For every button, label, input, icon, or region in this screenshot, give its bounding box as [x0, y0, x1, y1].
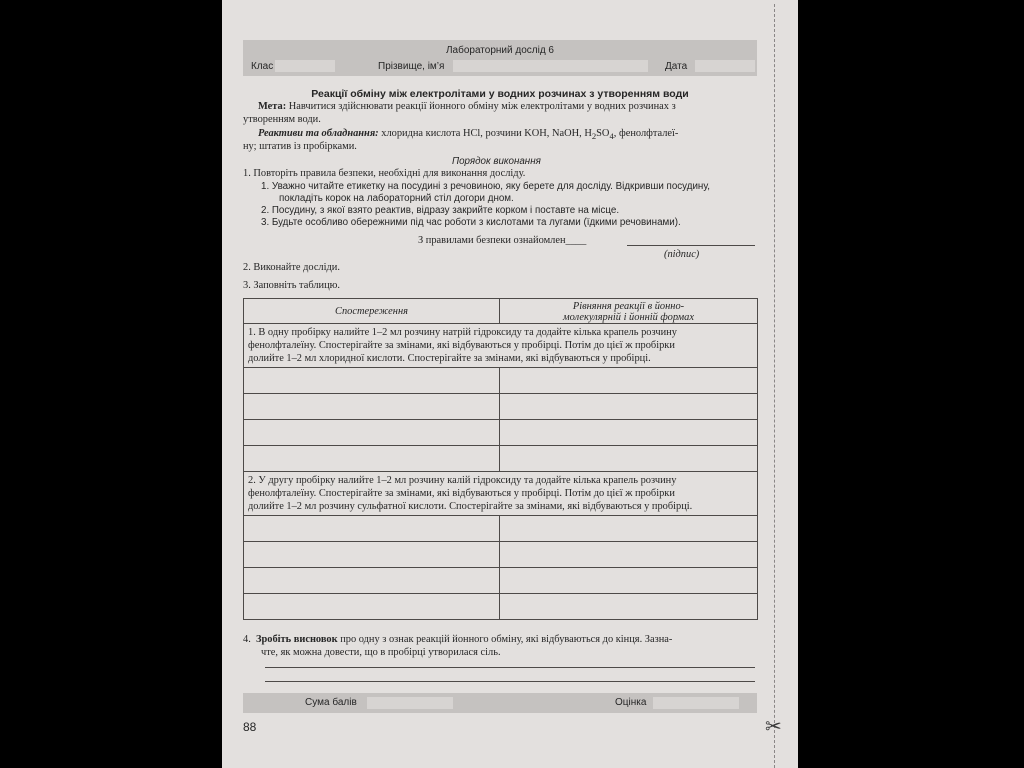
score-label: Сума балів: [305, 697, 357, 708]
class-label: Клас: [251, 61, 274, 72]
grade-field[interactable]: [653, 697, 739, 709]
equation-cell[interactable]: [500, 446, 758, 472]
observation-cell[interactable]: [244, 542, 500, 568]
step-1-3: 3. Будьте особливо обережними під час роботи з кислотами та лугами (їдкими речовинами).: [261, 217, 681, 228]
signature-caption: (підпис): [664, 249, 700, 260]
goal-line-1: Мета: Навчитися здійснювати реакції йонного обміну між електролітами у водних розчинах з: [258, 101, 676, 112]
answer-line[interactable]: [265, 681, 755, 682]
observation-cell[interactable]: [244, 568, 500, 594]
safety-acquainted: З правилами безпеки ознайомлен____: [418, 235, 587, 246]
observation-cell[interactable]: [244, 516, 500, 542]
goal-label: Мета:: [258, 101, 287, 112]
class-field[interactable]: [275, 60, 335, 72]
scissors-icon: ✂: [765, 714, 782, 738]
surname-label: Прізвище, ім’я: [378, 61, 445, 72]
observations-table: [243, 298, 758, 620]
page-number: 88: [243, 720, 257, 734]
step-1-1b: покладіть корок на лабораторний стіл догори дном.: [279, 193, 514, 204]
task-2: 2. У другу пробірку налийте 1–2 мл розчину калій гідроксиду та додайте кілька крапель розчину фенолфталеїну. Спостерігайте за змінами, які відбуваються у пробірці. Потім до цієї ж пробірки долийте 1–2 мл розчину сульфатної кислоти. Спостерігайте за змінами, які відбуваються у пробірці.: [244, 472, 758, 516]
equation-cell[interactable]: [500, 542, 758, 568]
observation-cell[interactable]: [244, 420, 500, 446]
step-1-2: 2. Посудину, з якої взято реактив, відразу закрийте корком і поставте на місце.: [261, 205, 620, 216]
reagents-line-2: ну; штатив із пробірками.: [243, 141, 357, 152]
task-1: 1. В одну пробірку налийте 1–2 мл розчину натрій гідроксиду та додайте кілька крапель розчину фенолфталеїну. Спостерігайте за змінами, які відбуваються у пробірці. Потім до цієї ж пробірки долийте 1–2 мл хлоридної кислоти. Спостерігайте за змінами, які відбуваються у пробірці.: [244, 324, 758, 368]
conclusion-line-2: чте, як можна довести, що в пробірці утворилася сіль.: [261, 647, 501, 658]
date-label: Дата: [665, 61, 688, 72]
lab-title: Лабораторний дослід 6: [445, 45, 554, 56]
conclusion-label: Зробіть висновок: [256, 634, 338, 645]
score-footer: [243, 693, 757, 713]
equation-cell[interactable]: [500, 420, 758, 446]
equation-cell[interactable]: [500, 594, 758, 620]
column-equations: Рівняння реакції в йонно- молекулярній і йонній формах: [500, 299, 758, 324]
step-3: 3. Заповніть таблицю.: [243, 280, 341, 291]
column-observations: Спостереження: [244, 299, 500, 324]
reagents-line-1: Реактиви та обладнання: хлоридна кислота HCl, розчини KOH, NaOH, $H_2SO_4$, фенолфталеї-: [258, 128, 679, 142]
equation-cell[interactable]: [500, 394, 758, 420]
equation-cell[interactable]: [500, 516, 758, 542]
step-1: 1. Повторіть правила безпеки, необхідні для виконання досліду.: [243, 168, 526, 179]
observation-cell[interactable]: [244, 368, 500, 394]
procedure-title: Порядок виконання: [452, 156, 541, 167]
conclusion-line-1: 4. Зробіть висновок про одну з ознак реакцій йонного обміну, які відбуваються до кінця. Зазна-: [243, 634, 673, 645]
observation-cell[interactable]: [244, 594, 500, 620]
experiment-title: Реакції обміну між електролітами у водних розчинах з утворенням води: [311, 88, 689, 100]
observation-cell[interactable]: [244, 394, 500, 420]
observation-cell[interactable]: [244, 446, 500, 472]
reagents-label: Реактиви та обладнання:: [258, 128, 379, 139]
equation-cell[interactable]: [500, 368, 758, 394]
score-field[interactable]: [367, 697, 453, 709]
answer-line[interactable]: [265, 667, 755, 668]
step-1-1a: 1. Уважно читайте етикетку на посудині з речовиною, яку берете для досліду. Відкривши посудину,: [261, 181, 710, 192]
signature-line[interactable]: [627, 245, 755, 246]
goal-line-2: утворенням води.: [243, 114, 321, 125]
equation-cell[interactable]: [500, 568, 758, 594]
cut-line: [774, 4, 775, 768]
grade-label: Оцінка: [615, 697, 647, 708]
lab-header: [243, 40, 757, 76]
date-field[interactable]: [695, 60, 755, 72]
step-2: 2. Виконайте досліди.: [243, 262, 340, 273]
surname-field[interactable]: [453, 60, 648, 72]
